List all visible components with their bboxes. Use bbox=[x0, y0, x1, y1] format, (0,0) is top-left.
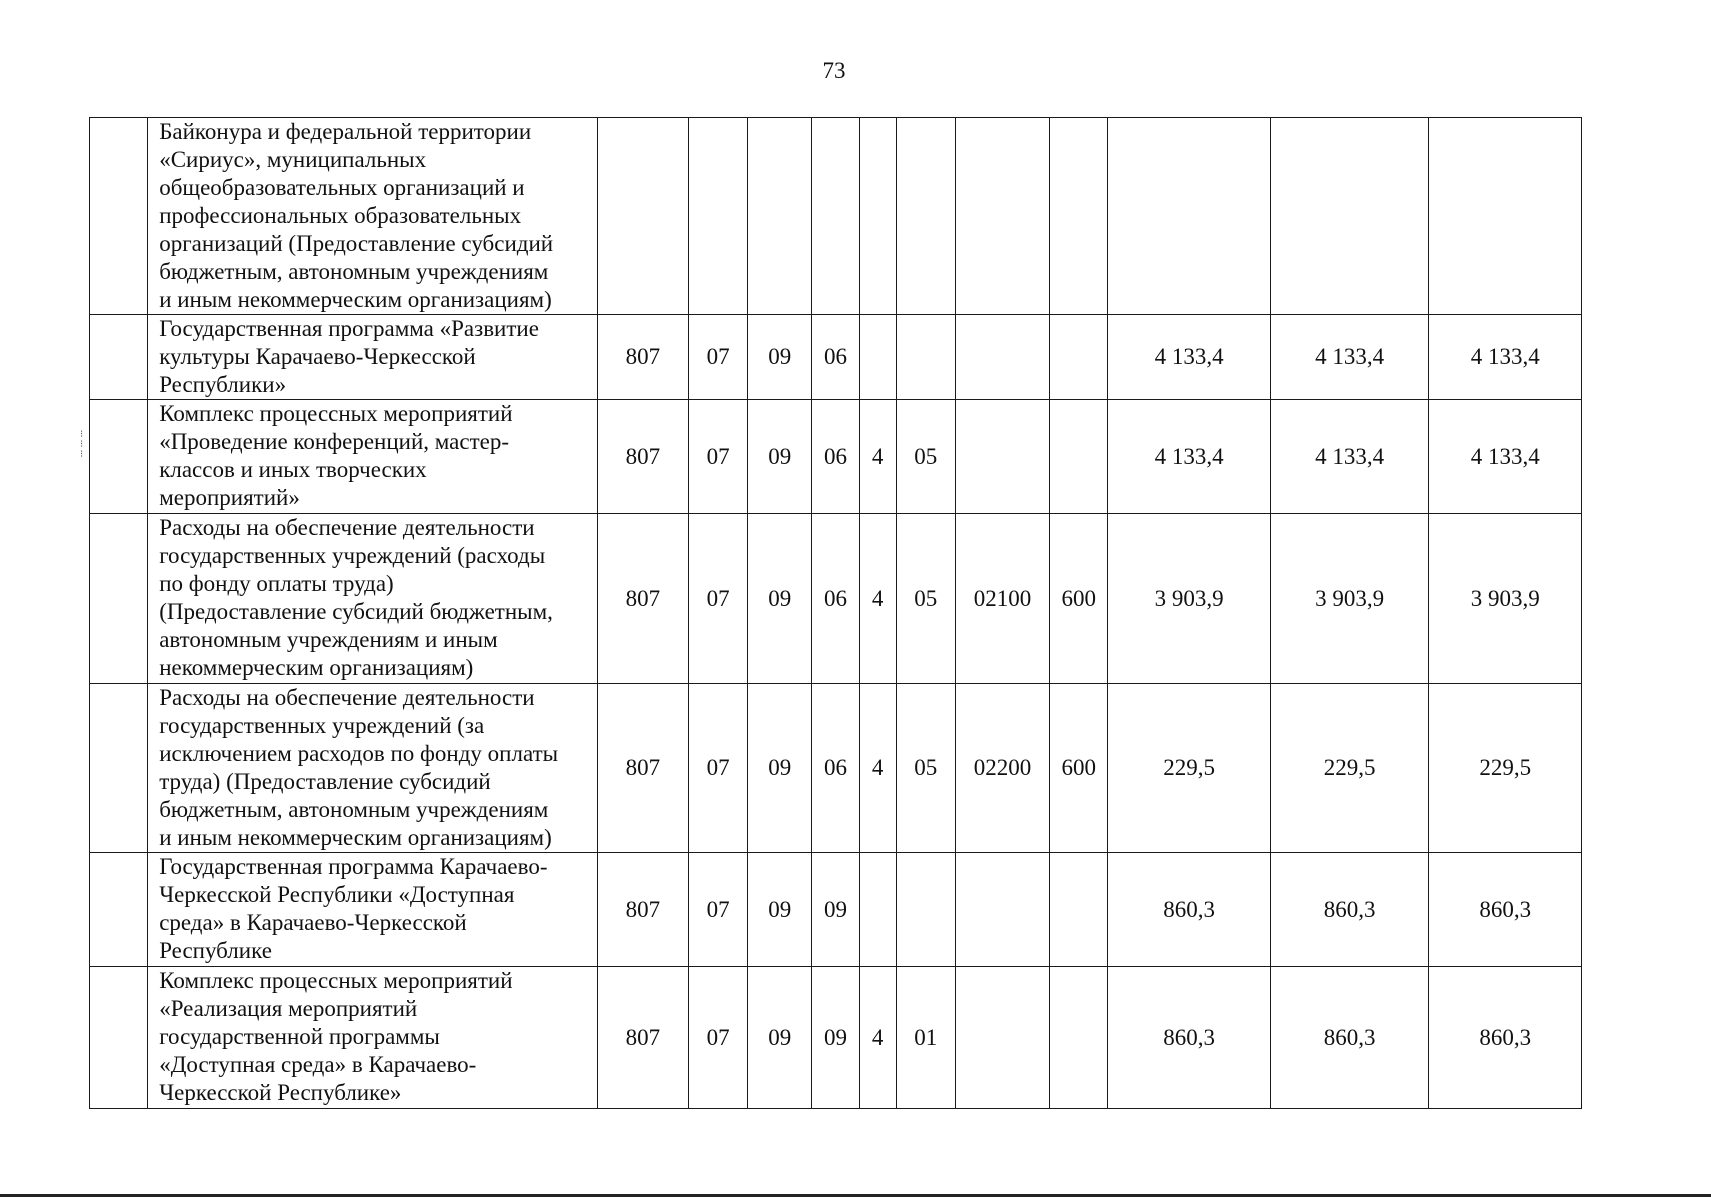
expense-type-code-cell bbox=[1050, 118, 1108, 315]
complex-code-cell bbox=[896, 853, 955, 967]
program-code-cell bbox=[812, 118, 859, 315]
section-code-cell: 07 bbox=[688, 967, 747, 1109]
program-type-code-cell bbox=[859, 118, 896, 315]
table-row bbox=[90, 400, 1582, 514]
section-code-cell: 07 bbox=[688, 315, 747, 400]
amount-year-3-cell: 860,3 bbox=[1429, 967, 1582, 1109]
amount-year-1-cell: 229,5 bbox=[1108, 684, 1271, 853]
amount-year-2-cell: 3 903,9 bbox=[1270, 514, 1429, 684]
row-number-cell bbox=[90, 853, 148, 967]
description-cell: Расходы на обеспечение деятельности государственных учреждений (расходы по фонду оплаты труда) (Предоставление субсидий бюджетным, автономным учреждениям и иным некоммерческим организациям) bbox=[148, 514, 598, 684]
expense-type-code-cell bbox=[1050, 967, 1108, 1109]
program-type-code-cell: 4 bbox=[859, 400, 896, 514]
amount-year-3-cell: 3 903,9 bbox=[1429, 514, 1582, 684]
section-code-cell: 07 bbox=[688, 853, 747, 967]
ministry-code-cell: 807 bbox=[597, 514, 688, 684]
subsection-code-cell: 09 bbox=[748, 853, 812, 967]
row-number-cell bbox=[90, 315, 148, 400]
table-row bbox=[90, 684, 1582, 853]
expense-type-code-cell bbox=[1050, 400, 1108, 514]
expense-type-code-cell: 600 bbox=[1050, 514, 1108, 684]
amount-year-2-cell bbox=[1270, 118, 1429, 315]
section-code-cell: 07 bbox=[688, 400, 747, 514]
direction-code-cell: 02200 bbox=[955, 684, 1049, 853]
amount-year-3-cell: 860,3 bbox=[1429, 853, 1582, 967]
complex-code-cell bbox=[896, 118, 955, 315]
row-number-cell bbox=[90, 400, 148, 514]
amount-year-2-cell: 4 133,4 bbox=[1270, 315, 1429, 400]
program-type-code-cell: 4 bbox=[859, 967, 896, 1109]
section-code-cell bbox=[688, 118, 747, 315]
table-row bbox=[90, 967, 1582, 1109]
subsection-code-cell: 09 bbox=[748, 400, 812, 514]
amount-year-2-cell: 860,3 bbox=[1270, 853, 1429, 967]
subsection-code-cell: 09 bbox=[748, 514, 812, 684]
amount-year-1-cell: 4 133,4 bbox=[1108, 400, 1271, 514]
ministry-code-cell: 807 bbox=[597, 853, 688, 967]
description-cell: Комплекс процессных мероприятий «Проведение конференций, мастер- классов и иных творческих мероприятий» bbox=[148, 400, 598, 514]
description-cell: Расходы на обеспечение деятельности государственных учреждений (за исключением расходов по фонду оплаты труда) (Предоставление субсидий бюджетным, автономным учреждениям и иным некоммерческим организациям) bbox=[148, 684, 598, 853]
ministry-code-cell: 807 bbox=[597, 684, 688, 853]
row-number-cell bbox=[90, 684, 148, 853]
complex-code-cell bbox=[896, 315, 955, 400]
amount-year-3-cell: 4 133,4 bbox=[1429, 400, 1582, 514]
ministry-code-cell bbox=[597, 118, 688, 315]
page-number: 73 bbox=[822, 58, 846, 83]
program-type-code-cell bbox=[859, 315, 896, 400]
table-row bbox=[90, 514, 1582, 684]
subsection-code-cell: 09 bbox=[748, 315, 812, 400]
amount-year-1-cell: 860,3 bbox=[1108, 967, 1271, 1109]
ministry-code-cell: 807 bbox=[597, 400, 688, 514]
ministry-code-cell: 807 bbox=[597, 967, 688, 1109]
description-cell: Байконура и федеральной территории «Сириус», муниципальных общеобразовательных организаций и профессиональных образовательных организаций (Предоставление субсидий бюджетным, автономным учреждениям и иным некоммерческим организациям) bbox=[148, 118, 598, 315]
row-number-cell bbox=[90, 118, 148, 315]
section-code-cell: 07 bbox=[688, 684, 747, 853]
program-code-cell: 06 bbox=[812, 684, 859, 853]
description-cell: Государственная программа «Развитие культуры Карачаево-Черкесской Республики» bbox=[148, 315, 598, 400]
budget-table bbox=[89, 117, 1582, 1109]
program-code-cell: 06 bbox=[812, 315, 859, 400]
expense-type-code-cell bbox=[1050, 853, 1108, 967]
subsection-code-cell: 09 bbox=[748, 684, 812, 853]
direction-code-cell bbox=[955, 118, 1049, 315]
table-row bbox=[90, 118, 1582, 315]
program-type-code-cell: 4 bbox=[859, 684, 896, 853]
amount-year-3-cell: 4 133,4 bbox=[1429, 315, 1582, 400]
amount-year-2-cell: 860,3 bbox=[1270, 967, 1429, 1109]
section-code-cell: 07 bbox=[688, 514, 747, 684]
amount-year-1-cell: 4 133,4 bbox=[1108, 315, 1271, 400]
direction-code-cell bbox=[955, 315, 1049, 400]
expense-type-code-cell: 600 bbox=[1050, 684, 1108, 853]
program-type-code-cell bbox=[859, 853, 896, 967]
amount-year-1-cell: 3 903,9 bbox=[1108, 514, 1271, 684]
subsection-code-cell bbox=[748, 118, 812, 315]
direction-code-cell bbox=[955, 400, 1049, 514]
row-number-cell bbox=[90, 967, 148, 1109]
subsection-code-cell: 09 bbox=[748, 967, 812, 1109]
row-number-cell bbox=[90, 514, 148, 684]
amount-year-3-cell: 229,5 bbox=[1429, 684, 1582, 853]
description-cell: Комплекс процессных мероприятий «Реализация мероприятий государственной программы «Доступная среда» в Карачаево- Черкесской Республике» bbox=[148, 967, 598, 1109]
program-code-cell: 06 bbox=[812, 514, 859, 684]
program-code-cell: 09 bbox=[812, 853, 859, 967]
scan-edge-mark: ⁝ ⁝ ⁝ bbox=[80, 429, 84, 460]
program-type-code-cell: 4 bbox=[859, 514, 896, 684]
program-code-cell: 06 bbox=[812, 400, 859, 514]
ministry-code-cell: 807 bbox=[597, 315, 688, 400]
table-row bbox=[90, 315, 1582, 400]
amount-year-2-cell: 4 133,4 bbox=[1270, 400, 1429, 514]
table-row bbox=[90, 853, 1582, 967]
direction-code-cell bbox=[955, 853, 1049, 967]
amount-year-1-cell bbox=[1108, 118, 1271, 315]
expense-type-code-cell bbox=[1050, 315, 1108, 400]
amount-year-2-cell: 229,5 bbox=[1270, 684, 1429, 853]
amount-year-3-cell bbox=[1429, 118, 1582, 315]
complex-code-cell: 05 bbox=[896, 684, 955, 853]
bottom-edge-line bbox=[0, 1194, 1711, 1197]
direction-code-cell bbox=[955, 967, 1049, 1109]
amount-year-1-cell: 860,3 bbox=[1108, 853, 1271, 967]
complex-code-cell: 01 bbox=[896, 967, 955, 1109]
description-cell: Государственная программа Карачаево- Черкесской Республики «Доступная среда» в Карачаево-Черкесской Республике bbox=[148, 853, 598, 967]
program-code-cell: 09 bbox=[812, 967, 859, 1109]
direction-code-cell: 02100 bbox=[955, 514, 1049, 684]
complex-code-cell: 05 bbox=[896, 400, 955, 514]
complex-code-cell: 05 bbox=[896, 514, 955, 684]
